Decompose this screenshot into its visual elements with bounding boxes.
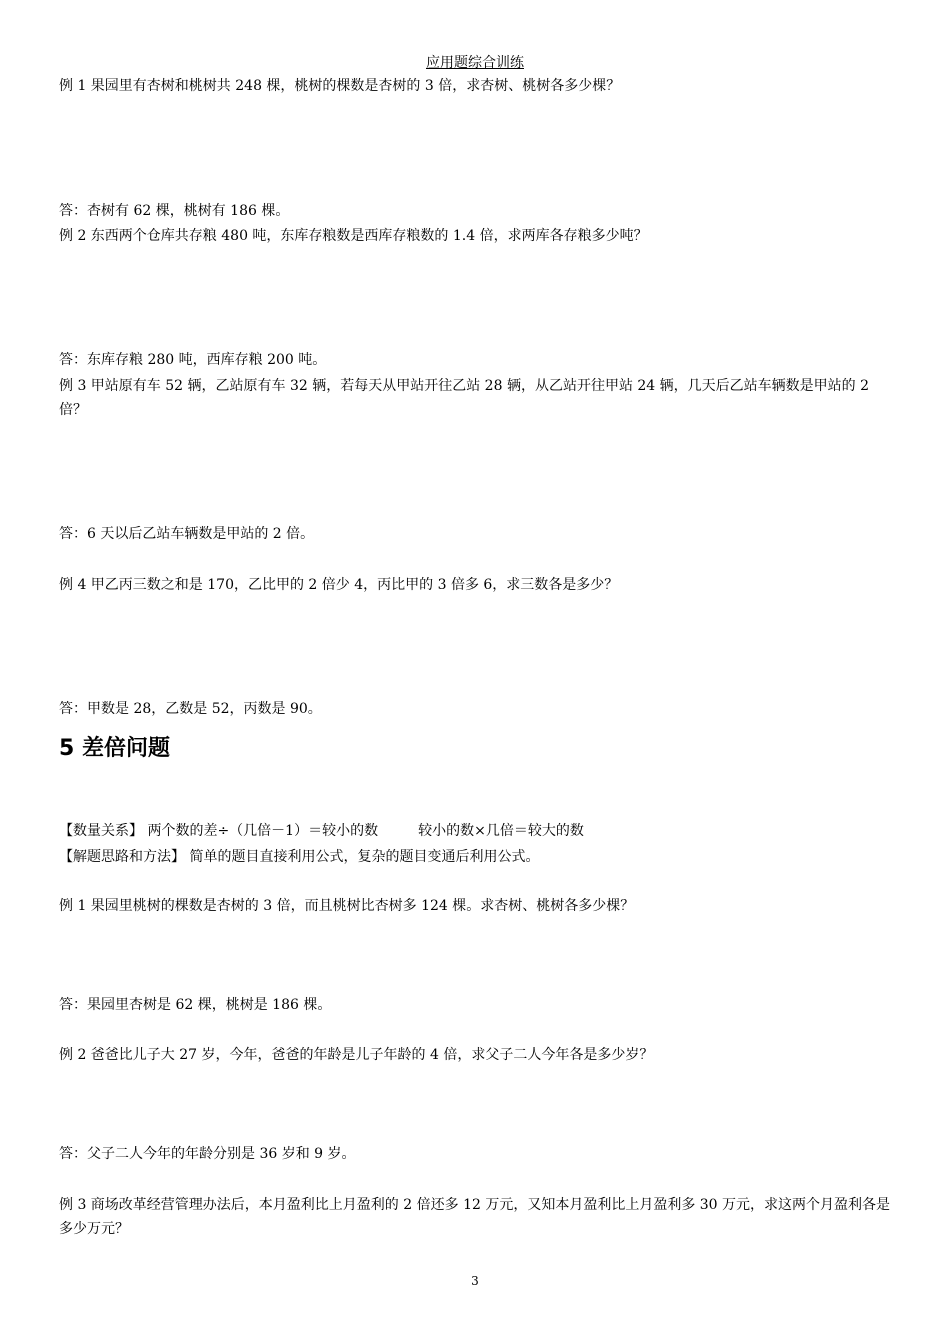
solving-method: 【解题思路和方法】 简单的题目直接利用公式，复杂的题目变通后利用公式。 [59,849,540,865]
relation-formula-2: 较小的数×几倍＝较大的数 [418,823,584,839]
diff-example-2-question: 例 2 爸爸比儿子大 27 岁，今年，爸爸的年龄是儿子年龄的 4 倍，求父子二人今年各是多少岁？ [59,1047,654,1063]
diff-example-2-answer: 答：父子二人今年的年龄分别是 36 岁和 9 岁。 [59,1146,356,1162]
example-3-answer: 答：6 天以后乙站车辆数是甲站的 2 倍。 [59,526,315,542]
example-1-answer: 答：杏树有 62 棵，桃树有 186 棵。 [59,203,290,219]
quantity-relation [59,819,899,843]
example-2-question: 例 2 东西两个仓库共存粮 480 吨，东库存粮数是西库存粮数的 1.4 倍，求两库各存粮多少吨？ [59,228,648,244]
diff-example-3-question: 例 3 商场改革经营管理办法后，本月盈利比上月盈利的 2 倍还多 12 万元，又知本月盈利比上月盈利多 30 万元，求这两个月盈利各是多少万元？ [59,1197,891,1237]
diff-example-1-answer: 答：果园里杏树是 62 棵，桃树是 186 棵。 [59,997,332,1013]
section-heading: 5 差倍问题 [59,736,170,761]
diff-example-1-question: 例 1 果园里桃树的棵数是杏树的 3 倍，而且桃树比杏树多 124 棵。求杏树、桃树各多少棵？ [59,898,635,914]
example-4-question: 例 4 甲乙丙三数之和是 170，乙比甲的 2 倍少 4，丙比甲的 3 倍多 6，求三数各是多少？ [59,577,619,593]
example-3-question: 例 3 甲站原有车 52 辆，乙站原有车 32 辆，若每天从甲站开往乙站 28 辆，从乙站开往甲站 24 辆，几天后乙站车辆数是甲站的 2 倍？ [59,378,870,418]
example-4-answer: 答：甲数是 28，乙数是 52，丙数是 90。 [59,701,322,717]
page-title: 应用题综合训练 [426,55,524,71]
example-2-answer: 答：东库存粮 280 吨，西库存粮 200 吨。 [59,352,327,368]
relation-formula-1: 【数量关系】 两个数的差÷（几倍－1）＝较小的数 [59,823,379,839]
example-1-question: 例 1 果园里有杏树和桃树共 248 棵，桃树的棵数是杏树的 3 倍，求杏树、桃树各多少棵？ [59,78,621,94]
page-number: 3 [471,1274,479,1288]
